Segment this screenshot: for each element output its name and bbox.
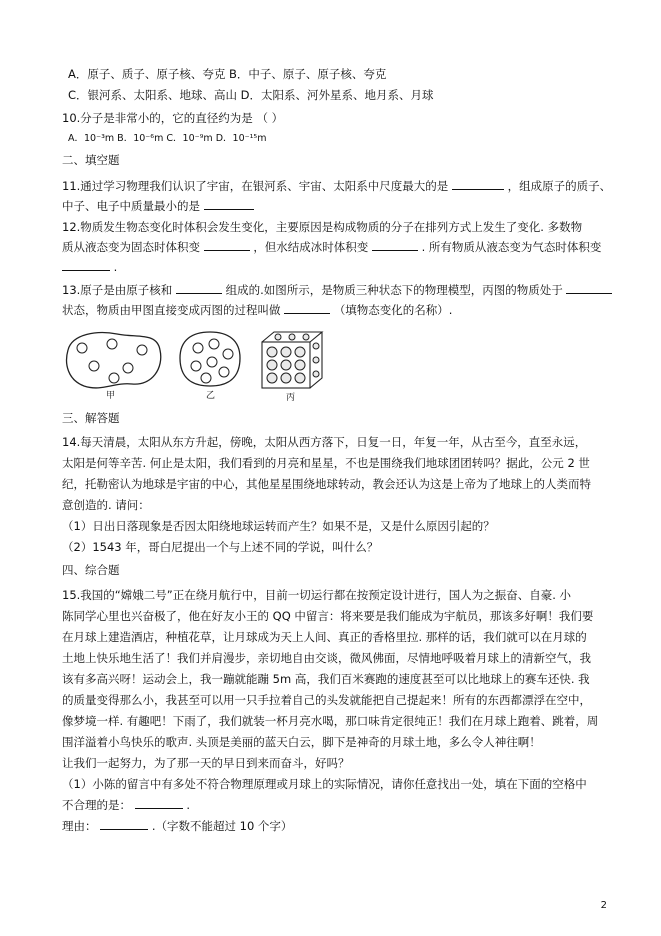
answer-blank[interactable] (204, 198, 254, 210)
q11-line1a: 11.通过学习物理我们认识了宇宙，在银河系、宇宙、太阳系中尺度最大的是 (62, 179, 449, 193)
q13-line2a: 状态，物质由甲图直接变成丙图的过程叫做 (62, 303, 281, 317)
q14-sub2: （2）1543 年，哥白尼提出一个与上述不同的学说，叫什么？ (62, 540, 379, 554)
q15-line5: 该有多高兴呀！运动会上，我一蹦就能蹦 5m 高，我们百米赛跑的速度甚至可以比地球上的赛车还快. 我 (62, 672, 590, 686)
q15-line7: 像梦境一样. 有趣吧！下雨了，我们就装一杯月亮水喝，那口味肯定很纯正！我们在月球上跑着、跳着，周 (62, 714, 599, 728)
q14-line2: 太阳是何等辛苦. 何止是太阳，我们看到的月亮和星星，不也是围绕我们地球团团转吗？据此，公元 2 世 (62, 456, 590, 470)
q15-sub1-line2 (62, 797, 190, 813)
q15-reason-line (62, 818, 292, 834)
answer-blank[interactable] (284, 302, 330, 314)
answer-blank[interactable] (135, 797, 183, 809)
q12-line2 (62, 239, 601, 255)
q15-line1: 15.我国的“嫦娥二号”正在绕月航行中，目前一切运行都在按预定设计进行，国人为之振奋、自豪. 小 (62, 588, 572, 602)
q13-line1b: 组成的.如图所示，是物质三种状态下的物理模型，丙图的物质处于 (225, 283, 563, 297)
answer-blank[interactable] (372, 239, 418, 251)
q13-line2b: （填物态变化的名称）. (333, 303, 453, 317)
q15-sub1-line2-end: . (186, 798, 190, 812)
q13-line2 (62, 302, 452, 318)
q12-line3-text: . (113, 260, 118, 274)
q15-sub1-line1: （1）小陈的留言中有多处不符合物理原理或月球上的实际情况，请你任意找出一处，填在下面的空格中 (62, 777, 587, 791)
section-answer-heading: 三、解答题 (62, 411, 120, 425)
q13-line1a: 13.原子是由原子核和 (62, 283, 173, 297)
q15-line2: 陈同学心里也兴奋极了，他在好友小王的 QQ 中留言：将来要是我们能成为宇航员，那该多好啊！我们要 (62, 609, 594, 623)
states-of-matter-svg (62, 328, 342, 402)
q14-line4: 意创造的. 请问： (62, 498, 150, 512)
gas-molecules (77, 339, 147, 383)
q9-options-cd: C．银河系、太阳系、地球、高山 D．太阳系、河外星系、地月系、月球 (68, 88, 434, 102)
q15-line3: 在月球上建造酒店，种植花草，让月球成为天上人间、真正的香格里拉. 那样的话，我们就可以在月球的 (62, 630, 587, 644)
q10-options: A．10⁻³m B．10⁻⁶m C．10⁻⁹m D．10⁻¹⁵m (68, 133, 267, 144)
q15-line8: 围洋溢着小鸟快乐的歌声. 头顶是美丽的蓝天白云，脚下是神奇的月球土地，多么令人神往啊！ (62, 735, 541, 749)
q12-line2c: . 所有物质从液态变为气态时体积变 (421, 240, 602, 254)
q15-line9: 让我们一起努力，为了那一天的早日到来而奋斗，好吗？ (62, 756, 350, 770)
q15-line6: 的质量变得那么小，我甚至可以用一只手拉着自己的头发就能把自己提起来！所有的东西都漂浮在空中， (62, 693, 591, 707)
q15-reason-note: .（字数不能超过 10 个字） (151, 819, 293, 833)
q11-line2 (62, 198, 254, 214)
figure-label-bing: 丙 (286, 393, 296, 403)
answer-blank[interactable] (204, 239, 250, 251)
q11-line2-text: 中子、电子中质量最小的是 (62, 199, 200, 213)
q14-line3: 纪，托勒密认为地球是宇宙的中心，其他星星围绕地球转动，教会还认为这是上帝为了地球上的人类而特 (62, 477, 591, 491)
answer-blank[interactable] (62, 259, 110, 271)
q11-line1b: ，组成原子的质子、 (507, 179, 612, 193)
q12-line2a: 质从液态变为固态时体积变 (62, 240, 200, 254)
q9-options-ab: A．原子、质子、原子核、夸克 B．中子、原子、原子核、夸克 (68, 67, 387, 81)
answer-blank[interactable] (566, 282, 612, 294)
q15-reason-label: 理由： (62, 819, 97, 833)
liquid-molecules (191, 339, 233, 383)
states-of-matter-figure (62, 328, 342, 402)
q14-sub1: （1）日出日落现象是否因太阳绕地球运转而产生？如果不是，又是什么原因引起的？ (62, 519, 495, 533)
q15-line4: 土地上快乐地生活了！我们并肩漫步，亲切地自由交谈，微风佛面，尽情地呼吸着月球上的清新空气，我 (62, 651, 591, 665)
section-fill-heading: 二、填空题 (62, 153, 120, 167)
section-comprehensive-heading: 四、综合题 (62, 563, 120, 577)
answer-blank[interactable] (452, 178, 504, 190)
figure-label-yi: 乙 (206, 391, 216, 401)
q11-line1 (62, 178, 611, 194)
page-number: 2 (600, 900, 607, 911)
answer-blank[interactable] (100, 818, 148, 830)
figure-label-jia: 甲 (106, 391, 116, 401)
answer-blank[interactable] (176, 282, 222, 294)
q12-line3 (62, 259, 117, 275)
q12-line1: 12.物质发生物态变化时体积会发生变化，主要原因是构成物质的分子在排列方式上发生了变化. 多数物 (62, 220, 583, 234)
q15-unreasonable-label: 不合理的是： (62, 798, 131, 812)
q14-line1: 14.每天清晨，太阳从东方升起，傍晚，太阳从西方落下，日复一日，年复一年，从古至今，直至永远， (62, 435, 587, 449)
q13-line1 (62, 282, 612, 298)
q10-stem: 10.分子是非常小的，它的直径约为是 （ ） (62, 111, 284, 125)
q12-line2b: ，但水结成冰时体积变 (253, 240, 369, 254)
